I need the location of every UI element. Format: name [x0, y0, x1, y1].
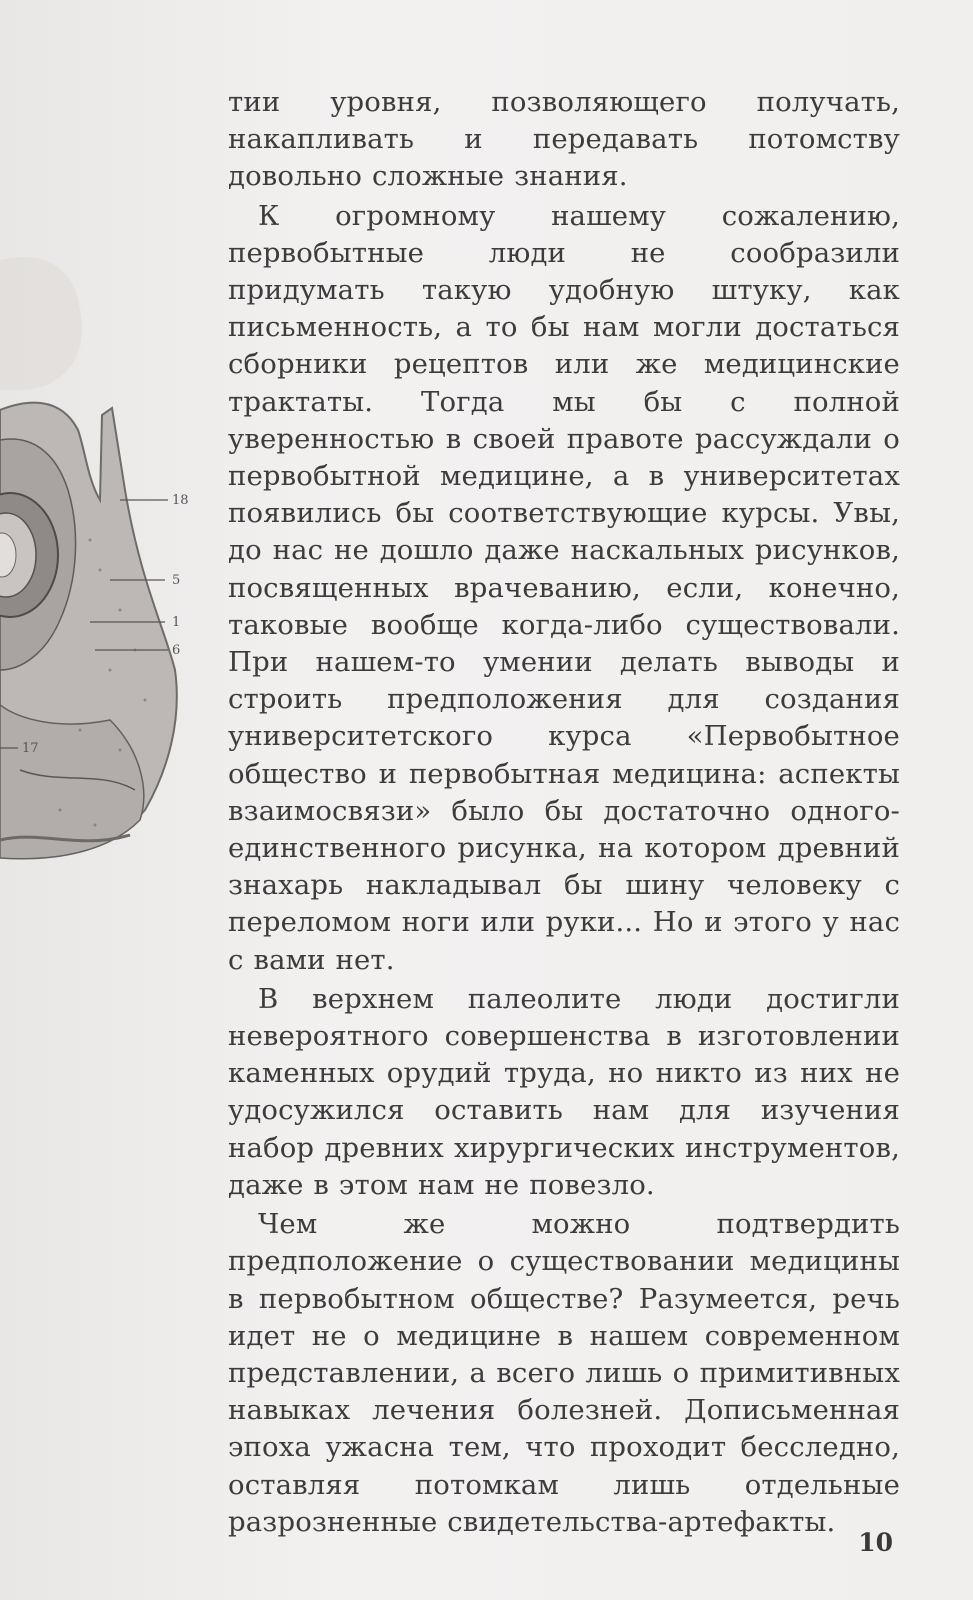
callout-5: 5: [172, 573, 181, 588]
paragraph-1: тии уровня, позволяющего получать, накапливать и передавать потомству довольно сложные знания.: [228, 86, 900, 193]
callout-18: 18: [172, 493, 189, 508]
body-text: [228, 84, 900, 1543]
anatomical-skull-illustration: [0, 250, 215, 910]
paragraph-4: Чем же можно подтвердить предположение о существовании медицины в первобытном обществе? Разумеется, речь идет не о медицине в нашем современном представлении, а всего лишь о примитивных навыках лечения болезней. Дописьменная эпоха ужасна тем, что проходит бесследно, оставляя потомкам лишь отдельные разрозненные свидетельства-артефакты.: [228, 1208, 900, 1538]
paragraph-2: К огромному нашему сожалению, первобытные люди не сообразили придумать такую удобную штуку, как письменность, а то бы нам могли достаться сборники рецептов или же медицинские трактаты. Тогда мы бы с полной уверенностью в своей правоте рассуждали о первобытной медицине, а в университетах появились бы соответствующие курсы. Увы, до нас не дошло даже наскальных рисунков, посвященных врачеванию, если, конечно, таковые вообще когда-либо существовали. При нашем-то умении делать выводы и строить предположения для создания университетского курса «Первобытное общество и первобытная медицина: аспекты взаимосвязи» было бы достаточно одного-единственного рисунка, на котором древний знахарь накладывал бы шину человеку с переломом ноги или руки... Но и этого у нас с вами нет.: [228, 199, 900, 976]
callout-6: 6: [172, 643, 181, 658]
callout-1: 1: [172, 615, 181, 630]
paragraph-3: В верхнем палеолите люди достигли невероятного совершенства в изготовлении каменных орудий труда, но никто из них не удосужился оставить нам для изучения набор древних хирургических инструментов, даже в этом нам не повезло.: [228, 982, 900, 1201]
page-number: 10: [858, 1528, 893, 1557]
callout-17: 17: [22, 741, 39, 756]
